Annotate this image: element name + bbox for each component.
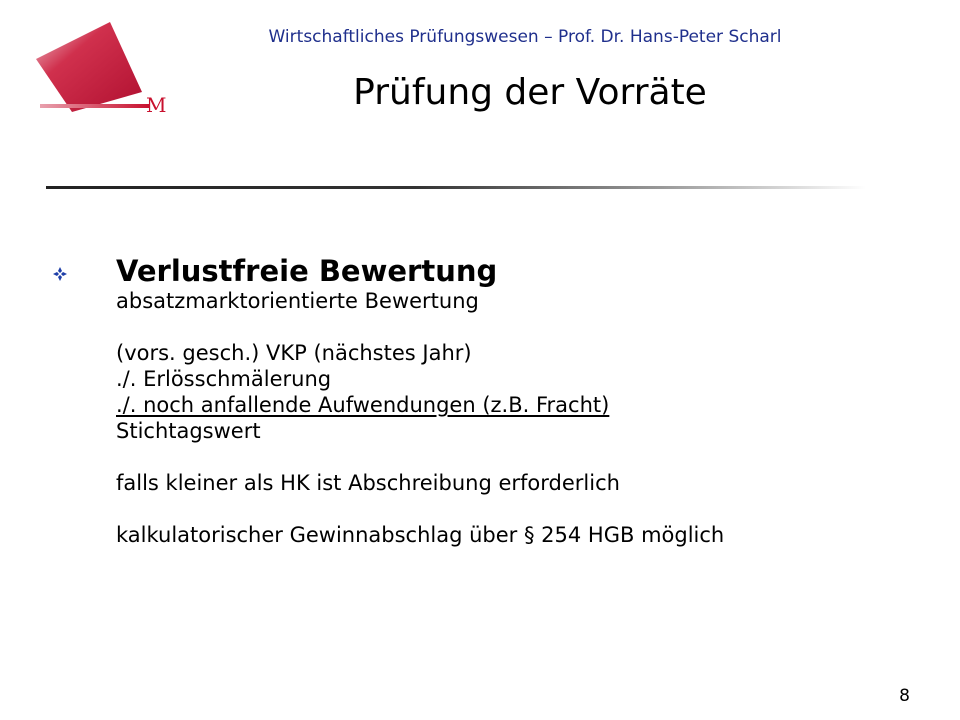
gewinnabschlag-line: kalkulatorischer Gewinnabschlag über § 254 HGB möglich xyxy=(116,523,725,547)
logo-shape xyxy=(36,22,142,112)
erloesschmaelerung-line: ./. Erlösschmälerung xyxy=(116,367,332,391)
slide-header: Wirtschaftliches Prüfungswesen – Prof. Dr. Hans-Peter Scharl xyxy=(268,27,782,47)
page-title: Prüfung der Vorräte xyxy=(353,72,707,113)
logo-letter: M xyxy=(146,93,167,117)
slide-content xyxy=(116,254,916,548)
subtitle-line: absatzmarktorientierte Bewertung xyxy=(116,289,479,313)
spacer xyxy=(116,314,916,340)
spacer xyxy=(116,496,916,522)
abschreibung-line: falls kleiner als HK ist Abschreibung erforderlich xyxy=(116,471,620,495)
page-number: 8 xyxy=(899,686,910,706)
aufwendungen-line: ./. noch anfallende Aufwendungen (z.B. Fracht) xyxy=(116,393,610,417)
university-logo xyxy=(22,14,172,124)
stichtagswert-line: Stichtagswert xyxy=(116,419,261,443)
spacer xyxy=(116,444,916,470)
logo-bar xyxy=(40,104,150,108)
title-divider xyxy=(46,186,866,189)
vkp-line: (vors. gesch.) VKP (nächstes Jahr) xyxy=(116,341,472,365)
bullet-heading: Verlustfreie Bewertung xyxy=(116,254,498,288)
diamond-bullet-icon xyxy=(52,266,68,282)
